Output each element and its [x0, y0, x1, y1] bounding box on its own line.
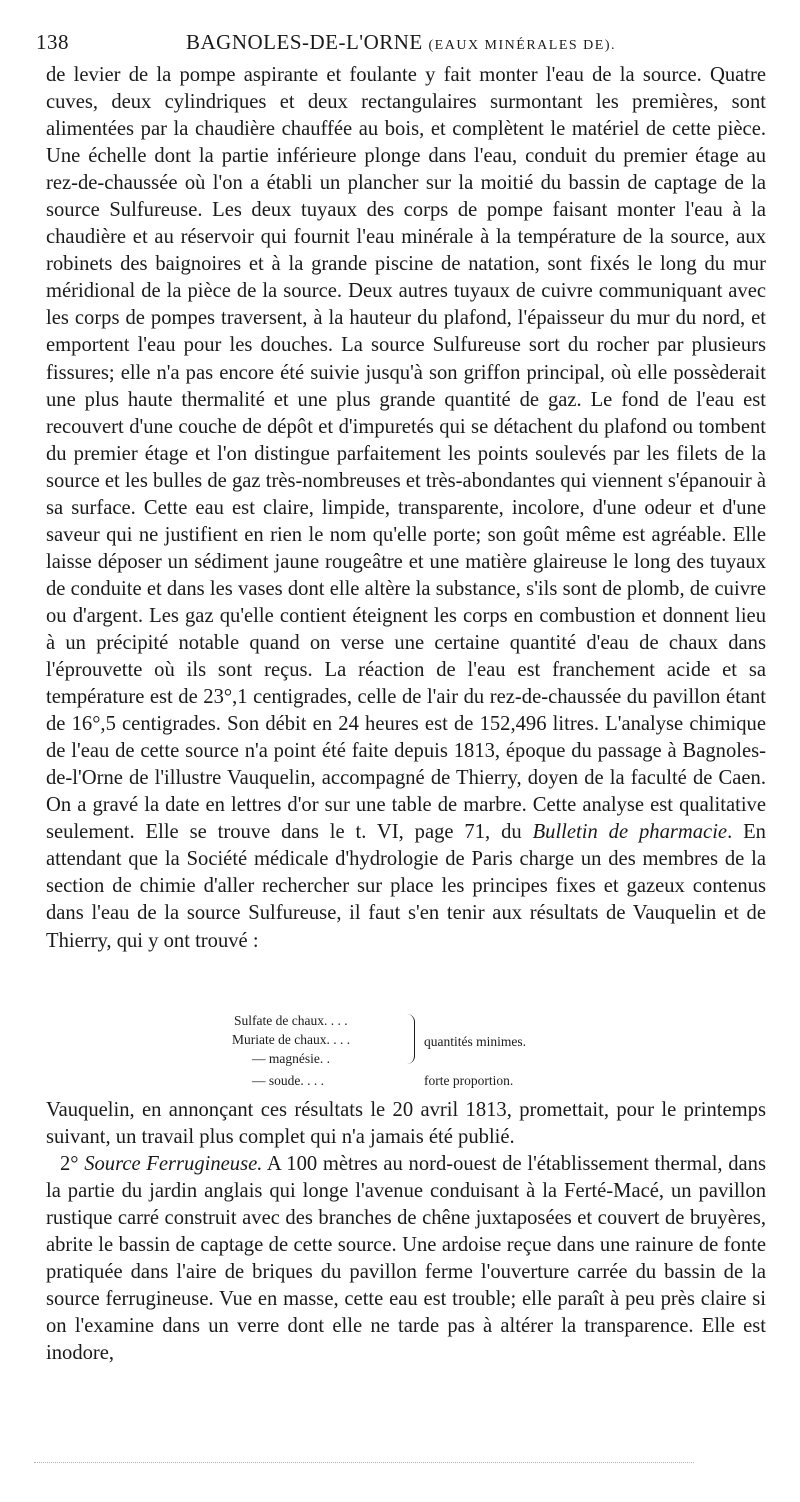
- page-number: 138: [36, 30, 69, 54]
- section-heading: Source Ferrugineuse.: [84, 1153, 263, 1176]
- paragraph-sulfureuse: [46, 62, 766, 955]
- label-minimal: quantités minimes.: [424, 1034, 526, 1049]
- analysis-row: Sulfate de chaux. . . .: [234, 1013, 348, 1028]
- analysis-row: Muriate de chaux. . . .: [232, 1032, 351, 1047]
- journal-title: Bulletin de pharmacie: [532, 821, 728, 844]
- page-header: [36, 30, 756, 58]
- bleed-through-line: [34, 1462, 694, 1465]
- analysis-row: — soude. . . .: [252, 1073, 324, 1088]
- paragraph-text-end: . En attendant que la Société médicale d'hydrologie de Paris charge un des membres de la section de chimie d'aller rechercher sur place les principes fixes et gazeux contenus dans l'eau de la source Sulfureuse, il faut s'en tenir aux résultats de Vauquelin et de Thierry, qui y ont trouvé :: [46, 821, 766, 952]
- main-paragraph: [46, 62, 766, 955]
- label-strong: forte proportion.: [424, 1073, 514, 1088]
- paragraph-ferrugineuse: [46, 1151, 766, 1367]
- analysis-row: — magnésie. .: [252, 1051, 330, 1066]
- running-title: [186, 30, 616, 55]
- section-number: 2°: [60, 1153, 85, 1176]
- running-title-sub: (EAUX MINÉRALES DE).: [428, 38, 616, 53]
- paragraph-vauquelin: Vauquelin, en annonçant ces résultats le 20 avril 1813, promettait, pour le printemps suivant, un travail plus complet qui n'a jamais été publié.: [46, 1099, 766, 1149]
- grouping-brace: [406, 1014, 415, 1064]
- running-title-main: BAGNOLES-DE-L'ORNE: [186, 30, 423, 54]
- paragraph-text: A 100 mètres au nord-ouest de l'établissement thermal, dans la partie du jardin anglais qui longe l'avenue conduisant à la Ferté-Macé, un pavillon rustique carré construit avec des branches de chêne juxtaposées et couvert de bruyères, abrite le bassin de captage de cette source. Une ardoise reçue dans une rainure de fonte pratiquée dans l'aire de briques du pavillon ferme l'ouverture carrée du bassin de la source ferrugineuse. Vue en masse, cette eau est trouble; elle paraît à peu près claire si on l'examine dans un verre dont elle ne tarde pas à altérer la transparence. Elle est inodore,: [46, 1153, 766, 1365]
- lower-paragraphs: [46, 1097, 766, 1367]
- paragraph-text: de levier de la pompe aspirante et foulante y fait monter l'eau de la source. Quatre cuves, deux cylindriques et deux rectangulaires surmontant les premières, sont alimentées par la chaudière chauffée au bois, et complètent le matériel de cette pièce. Une échelle dont la partie inférieure plonge dans l'eau, conduit du premier étage au rez-de-chaussée où l'on a établi un plancher sur la moitié du bassin de captage de la source Sulfureuse. Les deux tuyaux des corps de pompe faisant monter l'eau à la chaudière et au réservoir qui fournit l'eau minérale à la température de la source, aux robinets des baignoires et à la grande piscine de natation, sont fixés le long du mur méridional de la pièce de la source. Deux autres tuyaux de cuivre communiquant avec les corps de pompes traversent, à la hauteur du plafond, l'épaisseur du mur du nord, et emportent l'eau pour les douches. La source Sulfureuse sort du rocher par plusieurs fissures; elle n'a pas encore été suivie jusqu'à son griffon principal, où elle possèderait une plus haute thermalité et une plus grande quantité de gaz. Le fond de l'eau est recouvert d'une couche de dépôt et d'impuretés qui se détachent du plafond ou tombent du premier étage et l'on distingue parfaitement les points soulevés par les filets de la source et les bulles de gaz très-nombreuses et très-abondantes qui viennent s'épanouir à sa surface. Cette eau est claire, limpide, transparente, incolore, d'une odeur et d'une saveur qui ne justifient en rien le nom qu'elle porte; son goût même est agréable. Elle laisse déposer un sédiment jaune rougeâtre et une matière glaireuse le long des tuyaux de conduite et dans les vases dont elle altère la substance, s'ils sont de plomb, de cuivre ou d'argent. Les gaz qu'elle contient éteignent les corps en combustion et donnent lieu à un précipité notable quand on verse une certaine quantité d'eau de chaux dans l'éprouvette où ils sont reçus. La réaction de l'eau est franchement acide et sa température est de 23°,1 centigrades, celle de l'air du rez-de-chaussée du pavillon étant de 16°,5 centigrades. Son débit en 24 heures est de 152,496 litres. L'analyse chimique de l'eau de cette source n'a point été faite depuis 1813, époque du passage à Bagnoles-de-l'Orne de l'illustre Vauquelin, accompagné de Thierry, doyen de la faculté de Caen. On a gravé la date en lettres d'or sur une table de marbre. Cette analyse est qualitative seulement. Elle se trouve dans le t. VI, page 71, du: [46, 64, 766, 844]
- analysis-table: [228, 1012, 588, 1092]
